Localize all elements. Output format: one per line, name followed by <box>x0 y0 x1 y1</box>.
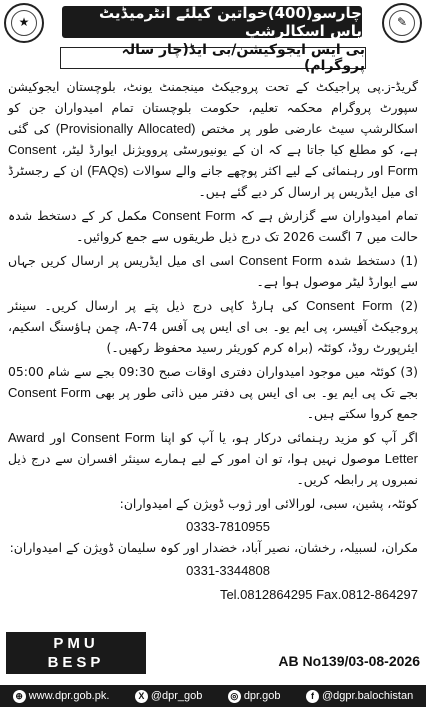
emblem-star-icon: ★ <box>18 15 30 29</box>
ad-reference-number: AB No139/03-08-2026 <box>278 653 420 669</box>
facebook-icon: f <box>306 690 319 703</box>
intro-english-term: (Provisionally Allocated) <box>55 121 196 136</box>
intro-paragraph <box>8 76 418 202</box>
help-text: اور <box>50 430 66 445</box>
facebook-handle-label: @dgpr.balochistan <box>321 690 414 702</box>
instagram-icon: ◎ <box>228 690 241 703</box>
x-link[interactable] <box>135 690 203 703</box>
notice-body <box>8 76 418 605</box>
consent-form-term: Consent Form <box>152 208 236 223</box>
tel-fax-line: Tel.0812864295 Fax.0812-864297 <box>219 587 418 602</box>
instagram-link[interactable] <box>228 690 281 703</box>
facebook-link[interactable] <box>306 690 413 703</box>
help-text: اگر آپ کو مزید رہنمائی درکار ہو، یا آپ کو اپنا <box>160 430 418 445</box>
region-1-label: کوئٹہ، پشین، سبی، لورالائی اور ژوب ڈویژن کے امیدواران: <box>119 496 418 511</box>
award-letter-term: Award Letter <box>8 430 418 466</box>
phone-number-1: 0333-7810955 <box>186 519 270 534</box>
besp-emblem-logo <box>382 3 422 43</box>
title-banner: چارسو(400)خواتین کیلئے انٹرمیڈیٹ پاس اسکالرشپ <box>62 6 362 38</box>
request-paragraph <box>8 205 418 247</box>
website-link[interactable] <box>13 690 110 703</box>
pmu-besp-badge <box>6 632 146 674</box>
consent-form-term: Consent Form <box>71 430 155 445</box>
intro-text: کی گئی ہے، کو مطلع کیا جاتا ہے کہ ان کے یونیورسٹی پروویژنل ایوارڈ لیٹر، <box>8 121 418 157</box>
intro-text: اور رہنمائی کے لیے اکثر پوچھے جانے والے سوالات <box>132 163 384 178</box>
website-label: www.dpr.gob.pk. <box>28 690 110 702</box>
consent-form-term: Consent Form <box>238 253 323 268</box>
intro-text: گریڈ-ز.پی پراجیکٹ کے تحت پروجیکٹ مینجمنٹ یونٹ، بلوچستان ایجوکیشن سپورٹ پروگرام محکمہ تعلیم، حکومت بلوچستان تمام امیدواران جن کو اسکالرشپ سیٹ عارضی طور پر مختص <box>8 79 418 136</box>
method-item-3 <box>8 361 418 424</box>
method-text: (2) <box>400 298 418 313</box>
social-footer-bar <box>0 685 426 707</box>
consent-form-term: Consent Form <box>8 385 91 400</box>
program-subtitle: بی ایس ایجوکیشن/بی ایڈ(چار سالہ پروگرام) <box>60 47 366 69</box>
instagram-handle-label: dpr.gob <box>243 690 281 702</box>
pmu-label: PMU <box>53 635 99 652</box>
faqs-term: (FAQs) <box>87 163 129 178</box>
method-item-1 <box>8 250 418 292</box>
header <box>0 0 426 46</box>
globe-icon: ⊕ <box>13 690 26 703</box>
method-text: اسی ای میل ایڈریس پر ارسال کریں جہاں سے ایوارڈ لیٹر موصول ہوا ہے۔ <box>8 253 418 289</box>
method-text: جمع کروا سکتے ہیں۔ <box>306 406 418 421</box>
method-text: کی ہارڈ کاپی درج ذیل پتے پر ارسال کریں۔ سینئر پروجیکٹ آفیسر، پی ایم یو۔ بی ای ایس پی آفس 74-A، چمن ہاؤسنگ اسکیم، ایئرپورٹ روڈ، کوئٹہ (براہ کرم کوریئر رسید محفوظ رکھیں۔) <box>8 298 419 355</box>
x-icon: X <box>135 690 148 703</box>
region-2-label: مکران، لسبیلہ، رخشان، نصیر آباد، خضدار اور کوہ سلیمان ڈویژن کے امیدواران: <box>9 540 418 555</box>
emblem-book-icon: ✎ <box>396 15 408 29</box>
phone-number-2: 0331-3344808 <box>186 563 270 578</box>
besp-label: BESP <box>47 654 105 671</box>
intro-text: ان کے رجسٹرڈ ای میل ایڈریس پر ارسال کر دیے گئے ہیں۔ <box>8 163 418 199</box>
method-item-2 <box>8 295 418 358</box>
method-text: (1) دستخط شدہ <box>327 253 418 268</box>
government-emblem-logo <box>4 3 44 43</box>
method-text: (3) کوئٹہ میں موجود امیدواران دفتری اوقات صبح 09:30 بجے سے شام 05:00 بجے تک پی ایم یو۔ بی ای ایس پی دفتر میں ذاتی طور پر بھی <box>8 364 418 400</box>
consent-form-term: Consent Form <box>306 298 393 313</box>
x-handle-label: @dpr_gob <box>150 690 203 702</box>
request-text: تمام امیدواران سے گزارش ہے کہ <box>240 208 418 223</box>
help-text: موصول نہیں ہوا، تو ان امور کے لیے ہمارے سینئر افسران سے درج ذیل نمبروں پر رابطہ کریں۔ <box>8 451 418 487</box>
consent-form-term: Consent Form <box>8 142 418 178</box>
help-paragraph <box>8 427 418 490</box>
request-text: مکمل کر کے دستخط شدہ حالت میں 7 اگست 2026 تک درج ذیل طریقوں سے جمع کروائیں۔ <box>8 208 418 244</box>
